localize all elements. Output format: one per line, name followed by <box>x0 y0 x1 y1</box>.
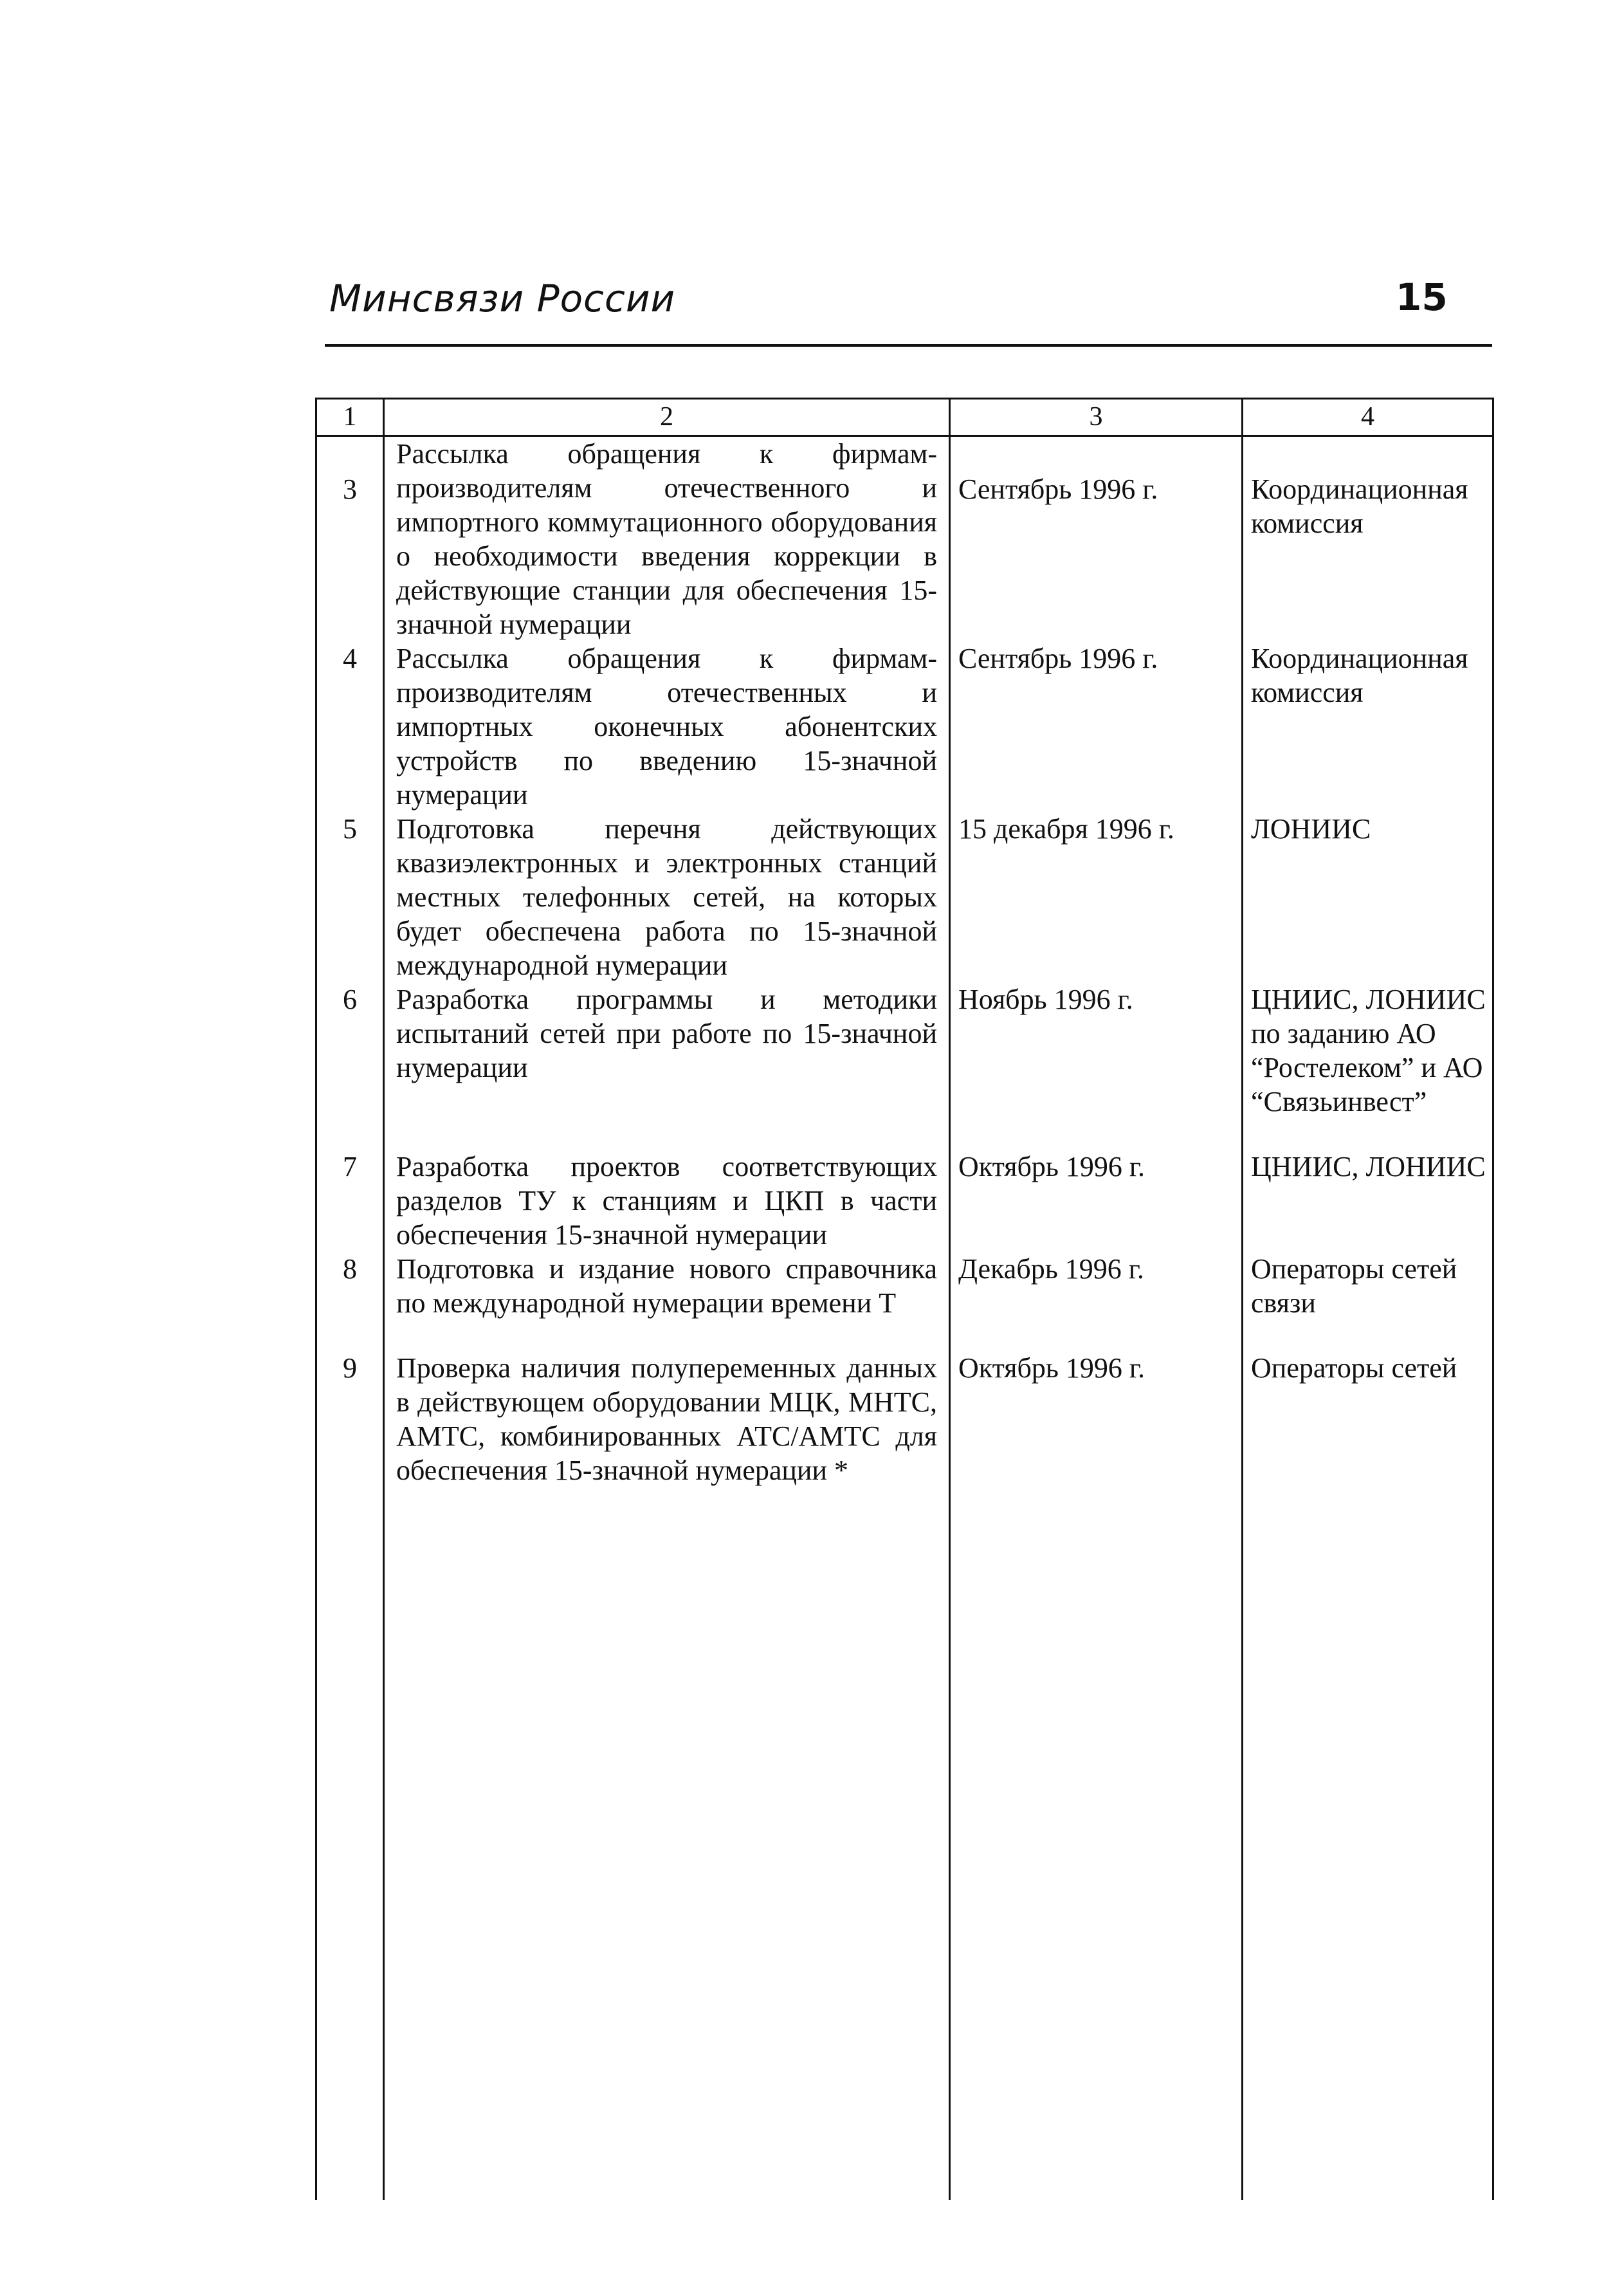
row-date: Ноябрь 1996 г. <box>950 982 1243 1150</box>
header-divider <box>325 344 1492 347</box>
row-date: Декабрь 1996 г. <box>950 1252 1243 1351</box>
row-task: Подготовка перечня действующих квазиэлектронных и электронных станций местных телефонных сетей, на которых будет обеспечена работа по 15-значной международной нумерации <box>384 812 950 982</box>
column-header-task: 2 <box>384 399 950 436</box>
row-number: 5 <box>316 812 384 982</box>
column-header-number: 1 <box>316 399 384 436</box>
row-number: 7 <box>316 1150 384 1252</box>
row-number: 4 <box>316 641 384 812</box>
row-task: Разработка проектов соответствующих разделов ТУ к станциям и ЦКП в части обеспечения 15-значной нумерации <box>384 1150 950 1252</box>
column-header-responsible: 4 <box>1243 399 1493 436</box>
row-number: 6 <box>316 982 384 1150</box>
row-date: Сентябрь 1996 г. <box>950 436 1243 642</box>
table-row <box>316 812 1493 982</box>
row-task: Проверка наличия полупеременных данных в действующем оборудовании МЦК, МНТС, АМТС, комбинированных АТС/АМТС для обеспечения 15-значной нумерации * <box>384 1351 950 2200</box>
row-responsible: Координационная комиссия <box>1243 641 1493 812</box>
table-row <box>316 1351 1493 2200</box>
row-responsible: ЦНИИС, ЛОНИИС по заданию АО “Ростелеком” и АО “Связьинвест” <box>1243 982 1493 1150</box>
row-date: Сентябрь 1996 г. <box>950 641 1243 812</box>
row-responsible: Операторы сетей <box>1243 1351 1493 2200</box>
row-number: 9 <box>316 1351 384 2200</box>
schedule-table <box>315 398 1494 2200</box>
row-responsible: Операторы сетей связи <box>1243 1252 1493 1351</box>
row-task: Рассылка обращения к фирмам-производителям отечественного и импортного коммутационного оборудования о необходимости введения коррекции в действующие станции для обеспечения 15-значной нумерации <box>384 436 950 642</box>
row-task: Разработка программы и методики испытаний сетей при работе по 15-значной нумерации <box>384 982 950 1150</box>
row-responsible: Координационная комиссия <box>1243 436 1493 642</box>
row-number: 3 <box>316 436 384 642</box>
table-row <box>316 436 1493 642</box>
table-header-row <box>316 399 1493 436</box>
row-date: Октябрь 1996 г. <box>950 1351 1243 2200</box>
row-responsible: ЛОНИИС <box>1243 812 1493 982</box>
table-row <box>316 641 1493 812</box>
row-date: Октябрь 1996 г. <box>950 1150 1243 1252</box>
table-row <box>316 1252 1493 1351</box>
table-row <box>316 982 1493 1150</box>
page-number: 15 <box>1396 275 1448 319</box>
row-date: 15 декабря 1996 г. <box>950 812 1243 982</box>
document-header-title: Минсвязи России <box>329 277 676 320</box>
row-task: Рассылка обращения к фирмам-производителям отечественных и импортных оконечных абонентских устройств по введению 15-значной нумерации <box>384 641 950 812</box>
column-header-date: 3 <box>950 399 1243 436</box>
row-task: Подготовка и издание нового справочника по международной нумерации времени Т <box>384 1252 950 1351</box>
table-row <box>316 1150 1493 1252</box>
row-responsible: ЦНИИС, ЛОНИИС <box>1243 1150 1493 1252</box>
row-number: 8 <box>316 1252 384 1351</box>
